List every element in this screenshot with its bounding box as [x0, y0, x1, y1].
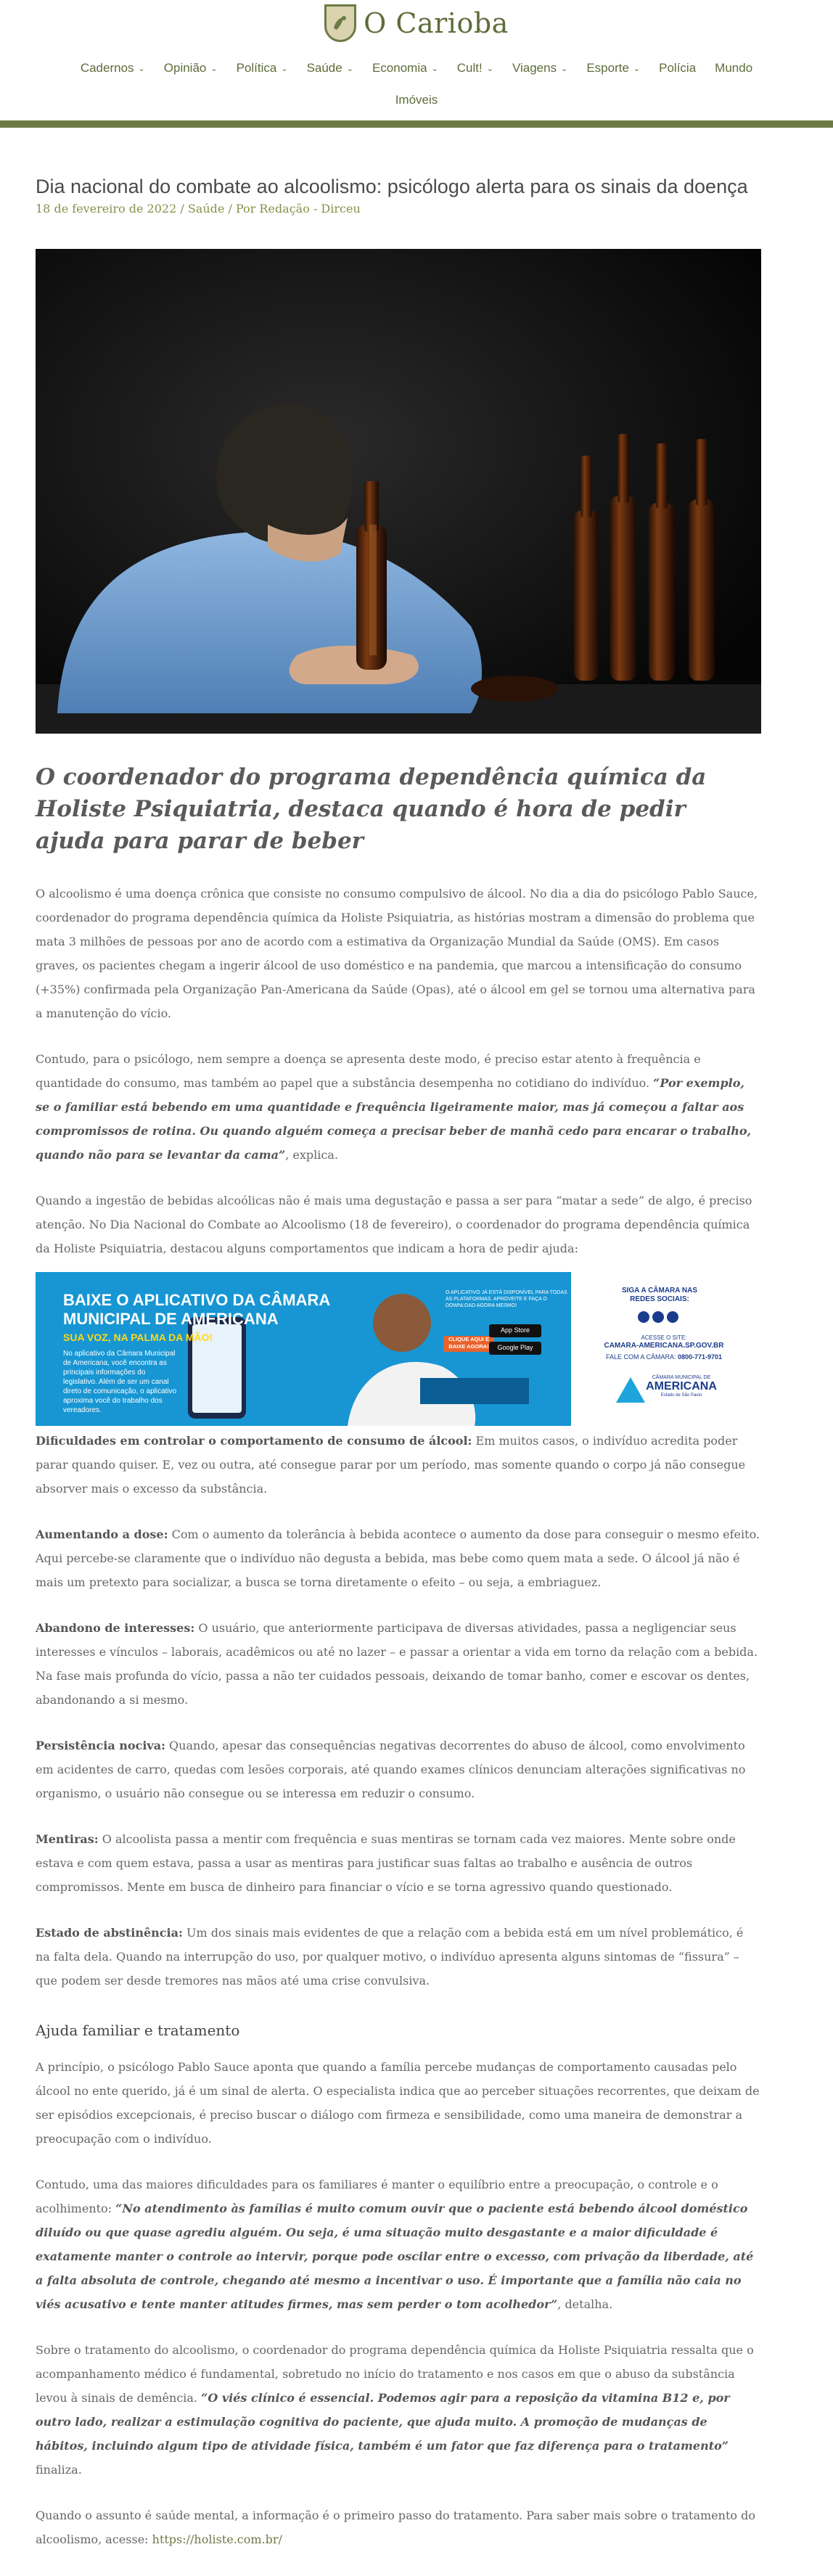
paragraph-5	[36, 2173, 761, 2316]
chevron-down-icon: ⌄	[281, 64, 288, 73]
paragraph-7	[36, 2503, 761, 2551]
nav-item-8[interactable]	[659, 61, 696, 75]
nav-item-label: Economia	[372, 61, 427, 75]
paragraph-5-text: Contudo, uma das maiores dificuldades para os familiares é manter o equilíbrio entre a preocupação, o controle e o acolhimento:	[36, 2178, 718, 2215]
article-meta	[36, 202, 761, 216]
holiste-link[interactable]: https://holiste.com.br/	[152, 2532, 282, 2546]
warning-sign-item	[36, 1827, 761, 1899]
warning-sign-text: Um dos sinais mais evidentes de que a relação com a bebida está em um nível problemático, é na falta dela. Quando na interrupção do uso, por qualquer motivo, o indivíduo apresenta alguns sintomas de “fissura” – que podem ser desde tremores nas mãos até uma crise convulsiva.	[36, 1926, 744, 1988]
header-divider	[0, 120, 833, 128]
paragraph-2	[36, 1047, 761, 1167]
nav-item-3[interactable]	[307, 61, 353, 75]
paragraph-6-end: finaliza.	[36, 2463, 82, 2477]
nav-item-label: Cult!	[456, 61, 483, 75]
paragraph-5-end: , detalha.	[557, 2297, 613, 2311]
warning-sign-item	[36, 1921, 761, 1993]
chevron-down-icon: ⌄	[210, 64, 218, 73]
ad-body: No aplicativo da Câmara Municipal de Americana, você encontra as principais informações do legislativo. Além de ser um canal direto de comunicação, o aplicativo aproxima você do trabalho dos vereadores.	[63, 1350, 177, 1414]
nav-item-1[interactable]	[164, 61, 218, 75]
paragraph-2-text: Contudo, para o psicólogo, nem sempre a doença se apresenta deste modo, é preciso estar atento à frequência e quantidade do consumo, mas também ao papel que a substância desempenha no cotidiano do indivíduo.	[36, 1052, 701, 1090]
warning-sign-term: Mentiras:	[36, 1832, 99, 1846]
ad-site-link[interactable]: CAMARA-AMERICANA.SP.GOV.BR	[604, 1342, 724, 1350]
nav-item-2[interactable]	[237, 61, 288, 75]
chevron-down-icon: ⌄	[346, 64, 353, 73]
warning-sign-item	[36, 1734, 761, 1805]
nav-item-label: Viagens	[512, 61, 557, 75]
warning-sign-term: Dificuldades em controlar o comportamento de consumo de álcool:	[36, 1434, 472, 1448]
paragraph-7-text: Quando o assunto é saúde mental, a informação é o primeiro passo do tratamento. Para saber mais sobre o tratamento do alcoolismo, acesse:	[36, 2509, 755, 2546]
article-title: Dia nacional do combate ao alcoolismo: psicólogo alerta para os sinais da doença	[36, 176, 748, 197]
site-logo[interactable]	[324, 4, 509, 42]
article-author[interactable]: Por Redação - Dirceu	[235, 202, 361, 216]
app-store-badge[interactable]: App Store	[500, 1326, 530, 1334]
warning-sign-term: Aumentando a dose:	[36, 1527, 168, 1541]
nav-item-label: Política	[236, 61, 277, 75]
nav-item-7[interactable]	[586, 61, 640, 75]
article-date[interactable]: 18 de fevereiro de 2022	[36, 202, 177, 216]
ad-phone-number: 0800-771-9701	[677, 1353, 723, 1361]
paragraph-6-quote: “O viés clínico é essencial. Podemos agir para a reposição da vitamina B12 e, por outro lado, realizar a estimulação cognitiva do paciente, que ajuda muito. A promoção de mudanças de hábitos, incluindo algum tipo de atividade física, também é um fator que faz diferença para o tratamento”	[36, 2391, 730, 2453]
camara-logo	[638, 1375, 725, 1398]
ad-phone	[599, 1353, 729, 1361]
nav-item-label: Cadernos	[80, 61, 134, 75]
article-category[interactable]: Saúde	[187, 202, 225, 216]
ad-cta-button[interactable]: CLIQUE AQUI E BAIXE AGORA!	[448, 1336, 489, 1350]
nav-item-6[interactable]	[512, 61, 567, 75]
warning-sign-item	[36, 1522, 761, 1594]
site-header	[0, 0, 833, 131]
warning-signs-list	[36, 1429, 761, 1993]
paragraph-2-quote: “Por exemplo, se o familiar está bebendo em uma quantidade e frequência ligeiramente maior, mas já começou a faltar aos compromissos de rotina. Ou quando alguém começa a precisar beber de manhã cedo para encarar o trabalho, quando não para se levantar da cama”	[36, 1076, 752, 1162]
camara-logo-sub: Estado de São Paulo	[660, 1393, 702, 1398]
hero-photo-illustration	[36, 249, 761, 734]
paragraph-2-end: , explica.	[285, 1148, 338, 1162]
paragraph-6	[36, 2338, 761, 2482]
nav-item-4[interactable]	[372, 61, 438, 75]
nav-item-label: Polícia	[659, 61, 697, 75]
paragraph-6-text: Sobre o tratamento do alcoolismo, o coordenador do programa dependência química da Holiste Psiquiatria ressalta que o acompanhamento médico é fundamental, sobretudo no início do tratamento e nos casos em que o abuso da substância levou à sinais de demência.	[36, 2343, 754, 2405]
ad-headline-2: MUNICIPAL DE AMERICANA	[63, 1310, 279, 1328]
warning-sign-text: Com o aumento da tolerância à bebida acontece o aumento da dose para conseguir o mesmo efeito. Aqui percebe-se claramente que o indivíduo não degusta a bebida, mas bebe como quem mata a sede. O álcool já não é mais um pretexto para socializar, a busca se torna diretamente o efeito – ou seja, a embriaguez.	[36, 1527, 760, 1589]
article	[36, 174, 761, 2551]
chevron-down-icon: ⌄	[633, 64, 641, 73]
paragraph-4: A princípio, o psicólogo Pablo Sauce aponta que quando a família percebe mudanças de comportamento causadas pelo álcool no ente querido, já é um sinal de alerta. O especialista indica que ao perceber situações recorrentes, que deixam de ser episódios excepcionais, é preciso buscar o diálogo com firmeza e sensibilidade, como uma maneira de demonstrar a preocupação com o indivíduo.	[36, 2060, 760, 2146]
nav-row-primary	[0, 61, 833, 75]
ad-banner[interactable]	[36, 1272, 761, 1426]
warning-sign-term: Persistência nociva:	[36, 1739, 165, 1752]
nav-item-label: Saúde	[306, 61, 342, 75]
main-nav	[0, 61, 833, 107]
paragraph-5-quote: “No atendimento às famílias é muito comum ouvir que o paciente está bebendo álcool doméstico diluído ou que quase agrediu alguém. Ou seja, é uma situação muito desgastante e a maior dificuldade é exatamente manter o controle ao intervir, porque pode oscilar entre o excesso, com privação da liberdade, até a falta absoluta de controle, chegando até mesmo a incentivar o uso. É importante que a família não caia no viés acusativo e tente manter atitudes firmes, mas sem perder o tom acolhedor”	[36, 2202, 754, 2311]
meta-separator: /	[228, 202, 236, 216]
nav-row-secondary	[0, 93, 833, 107]
nav-item-label: Mundo	[715, 61, 753, 75]
warning-sign-text: O alcoolista passa a mentir com frequência e suas mentiras se tornam cada vez maiores. Mente sobre onde estava e com quem estava, passa a usar as mentiras para justificar suas faltas ao trabalho e ausência de outros compromissos. Mente em busca de dinheiro para financiar o vício e se torna agressivo quando questionado.	[36, 1832, 736, 1894]
hero-image	[36, 249, 761, 734]
ad-available: O APLICATIVO JÁ ESTÁ DISPONÍVEL PARA TODAS AS PLATAFORMAS. APROVEITE E FAÇA O DOWNLOAD AGORA MESMO!	[446, 1290, 567, 1308]
warning-sign-text: Quando, apesar das consequências negativas decorrentes do abuso de álcool, como envolvimento em acidentes de carro, quedas com lesões corporais, até quando exames clínicos denunciam alterações significativas no organismo, o usuário não consegue ou se interessa em reduzir o consumo.	[36, 1739, 746, 1800]
chevron-down-icon: ⌄	[431, 64, 438, 73]
logo-row	[0, 4, 833, 42]
nav-item-0[interactable]	[81, 61, 145, 75]
nav-item-5[interactable]	[457, 61, 493, 75]
google-play-badge[interactable]: Google Play	[497, 1344, 533, 1351]
warning-sign-term: Abandono de interesses:	[36, 1621, 195, 1635]
warning-sign-item	[36, 1429, 761, 1501]
warning-sign-term: Estado de abstinência:	[36, 1926, 183, 1940]
chevron-down-icon: ⌄	[561, 64, 568, 73]
nav-item-secondary-0[interactable]: Imóveis	[395, 93, 438, 107]
section-heading: Ajuda familiar e tratamento	[36, 2022, 240, 2039]
ad-phone-label: FALE COM A CÂMARA:	[605, 1353, 676, 1361]
chevron-down-icon: ⌄	[486, 64, 493, 73]
ad-headline-1: BAIXE O APLICATIVO DA CÂMARA	[63, 1291, 331, 1309]
meta-separator: /	[180, 202, 188, 216]
nav-item-label: Esporte	[586, 61, 629, 75]
nav-item-9[interactable]	[715, 61, 752, 75]
ad-site-label: ACESSE O SITE:	[641, 1334, 687, 1341]
warning-sign-text: O usuário, que anteriormente participava de diversas atividades, passa a negligenciar seus interesses e vínculos – laborais, acadêmicos ou até no lazer – e passar a orientar a vida em torno da relação com a bebida. Na fase mais profunda do vício, passa a não ter cuidados pessoais, deixando de tomar banho, comer e escovar os dentes, abandonando a si mesmo.	[36, 1621, 758, 1707]
chevron-down-icon: ⌄	[138, 64, 145, 73]
article-subtitle: O coordenador do programa dependência química da Holiste Psiquiatria, destaca quando é hora de pedir ajuda para parar de beber	[36, 764, 707, 854]
ad-tagline: SUA VOZ, NA PALMA DA MÃO!	[63, 1332, 213, 1343]
site-name: O Carioba	[364, 7, 509, 39]
warning-sign-item	[36, 1616, 761, 1712]
nav-item-label: Opinião	[163, 61, 207, 75]
crest-icon	[324, 4, 356, 42]
camara-logo-big: AMERICANA	[646, 1380, 717, 1392]
paragraph-1: O alcoolismo é uma doença crônica que consiste no consumo compulsivo de álcool. No dia a dia do psicólogo Pablo Sauce, coordenador do programa dependência química da Holiste Psiquiatria, as histórias mostram a dimensão do problema que mata 3 milhões de pessoas por ano de acordo com a estimativa da Organização Mundial da Saúde (OMS). Em casos graves, os pacientes chegam a ingerir álcool de uso doméstico e na pandemia, que marcou a intensificação do consumo (+35%) confirmada pela Organização Pan-Americana da Saúde (Opas), até o álcool em gel se tornou uma alternativa para a manutenção do vício.	[36, 887, 758, 1020]
paragraph-3: Quando a ingestão de bebidas alcoólicas não é mais uma degustação e passa a ser para “matar a sede” de algo, é preciso atenção. No Dia Nacional do Combate ao Alcoolismo (18 de fevereiro), o coordenador do programa dependência química da Holiste Psiquiatria, destacou alguns comportamentos que indicam a hora de pedir ajuda:	[36, 1194, 752, 1255]
ad-social-title: SIGA A CÂMARA NAS REDES SOCIAIS:	[621, 1287, 698, 1303]
camara-logo-small: CÂMARA MUNICIPAL DE	[652, 1375, 711, 1380]
warning-sign-text: Em muitos casos, o indivíduo acredita poder parar quando quiser. E, vez ou outra, até consegue parar por um período, mas somente quando o corpo já não consegue absorver mais o excesso da substância.	[36, 1434, 746, 1496]
